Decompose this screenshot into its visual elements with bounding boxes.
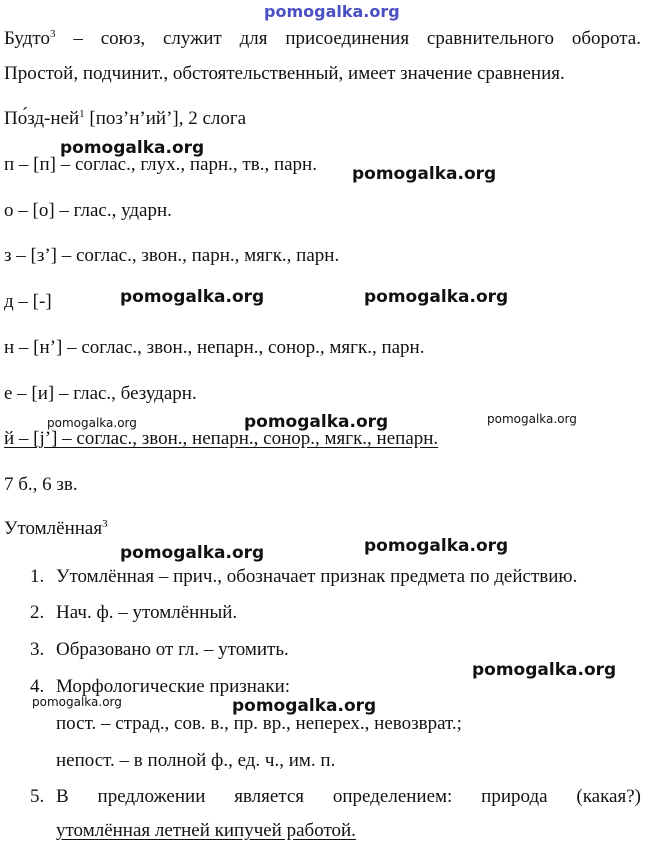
watermark: pomogalka.org [487, 412, 577, 426]
watermark: pomogalka.org [47, 416, 137, 430]
utomlennaya-heading [4, 518, 108, 540]
pozdney-heading [4, 108, 246, 130]
analysis-item: Морфологические признаки: [56, 676, 291, 697]
watermark: pomogalka.org [244, 412, 389, 432]
budto-sup: 3 [49, 28, 56, 40]
item5-continuation: утомлённая летней кипучей работой. [56, 820, 356, 841]
pozdney-word: По́зд-ней [4, 108, 80, 129]
item-number: 4. [30, 676, 45, 697]
morph-nonconstant: непост. – в полной ф., ед. ч., им. п. [56, 750, 336, 771]
watermark: pomogalka.org [364, 536, 509, 556]
budto-definition: – союз, служит для присоединения сравнительного оборота. [55, 28, 641, 49]
item-number: 1. [30, 566, 45, 587]
watermark: pomogalka.org [352, 164, 497, 184]
sound-row: е – [и] – глас., безударн. [4, 383, 197, 404]
sound-row: й – [j’] – соглас., звон., непарн., сонор., мягк., непарн. [4, 428, 439, 449]
analysis-item: В предложении является определением: природа (какая?) [56, 786, 641, 807]
budto-line-2: Простой, подчинит., обстоятельственный, имеет значение сравнения. [4, 63, 565, 84]
sound-row: н – [н’] – соглас., звон., непарн., сонор., мягк., парн. [4, 337, 425, 358]
watermark: pomogalka.org [32, 695, 122, 709]
watermark: pomogalka.org [472, 660, 617, 680]
analysis-item: Нач. ф. – утомлённый. [56, 602, 238, 623]
utomlennaya-word: Утомлённая [4, 518, 103, 539]
item-number: 2. [30, 602, 45, 623]
sound-row: д – [-] [4, 291, 52, 312]
utomlennaya-sup: 3 [102, 518, 108, 530]
sound-row: п – [п] – соглас., глух., парн., тв., парн. [4, 154, 317, 175]
letters-sounds-summary: 7 б., 6 зв. [4, 474, 78, 495]
watermark: pomogalka.org [60, 138, 205, 158]
analysis-item: Утомлённая – прич., обозначает признак предмета по действию. [56, 566, 578, 587]
sound-row: з – [з’] – соглас., звон., парн., мягк., парн. [4, 245, 340, 266]
watermark: pomogalka.org [120, 543, 265, 563]
item-number: 3. [30, 639, 45, 660]
budto-line-1 [4, 28, 641, 50]
pozdney-transcription: [поз’н’ий’], 2 слога [84, 108, 247, 129]
watermark: pomogalka.org [364, 287, 509, 307]
header-watermark: pomogalka.org [264, 2, 400, 21]
morph-constant: пост. – страд., сов. в., пр. вр., неперех., невозврат.; [56, 713, 462, 734]
budto-word: Будто [4, 28, 50, 49]
watermark: pomogalka.org [120, 287, 265, 307]
watermark: pomogalka.org [232, 696, 377, 716]
item-number: 5. [30, 786, 45, 807]
analysis-item: Образовано от гл. – утомить. [56, 639, 289, 660]
pozdney-sup: 1 [79, 108, 85, 120]
sound-row: о – [о] – глас., ударн. [4, 200, 172, 221]
